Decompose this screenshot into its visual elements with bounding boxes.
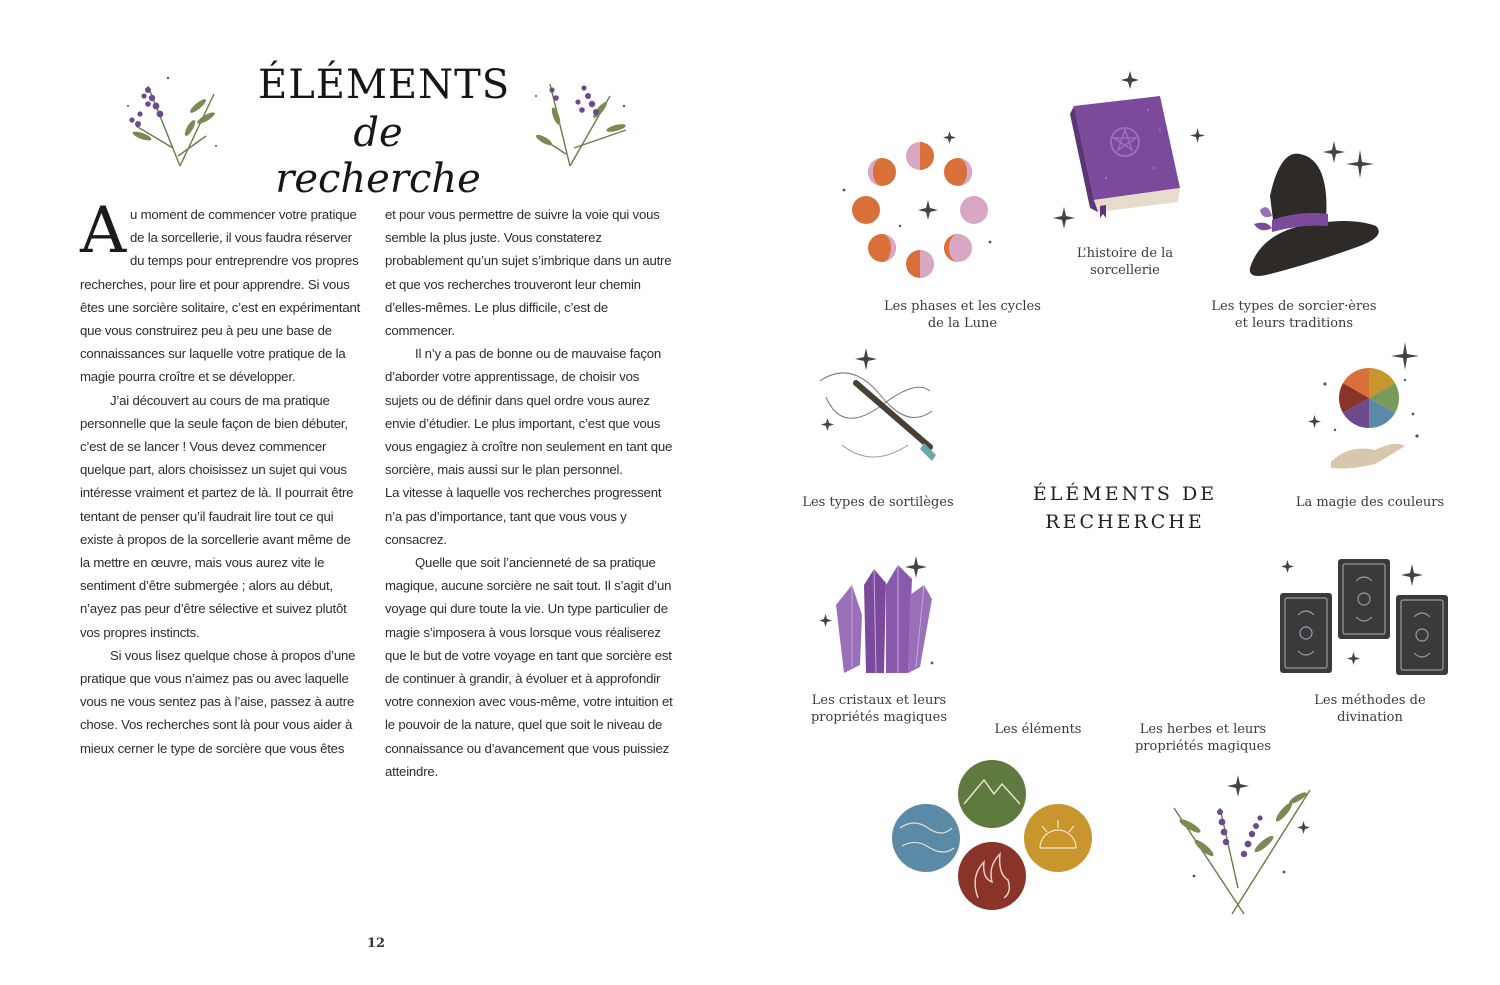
moon-phases-icon bbox=[840, 130, 1000, 290]
text-column-1 bbox=[80, 194, 362, 760]
column2-paragraph3: La vitesse à laquelle vos recherches progressent n’a pas d’importance, tant que vous vous y consacrez. bbox=[385, 485, 662, 547]
caption-crystals-line2: propriétés magiques bbox=[810, 710, 948, 725]
caption-colors-line1: La magie des couleurs bbox=[1295, 495, 1445, 510]
caption-crystals bbox=[800, 692, 958, 726]
caption-herbs bbox=[1128, 721, 1278, 755]
caption-book-line2: sorcellerie bbox=[1090, 263, 1160, 278]
color-wheel-icon bbox=[1305, 340, 1445, 480]
caption-spells-line1: Les types de sortilèges bbox=[802, 495, 954, 510]
crystals-icon bbox=[820, 555, 950, 685]
lavender-sprig-right-icon bbox=[530, 66, 634, 170]
lavender-sprig-left-icon bbox=[118, 66, 222, 170]
column2-paragraph1: et pour vous permettre de suivre la voie qui vous semble la plus juste. Vous constaterez probablement qu’un sujet s’imbrique dans un autre et que vos recherches trouveront leur chemin d’elles-mêmes. Le plus difficile, c’est de commencer. bbox=[385, 207, 672, 339]
caption-elements-line1: Les éléments bbox=[994, 722, 1082, 737]
caption-hat-line1: Les types de sorcier·ères bbox=[1211, 299, 1377, 314]
herbs-icon bbox=[1160, 768, 1320, 918]
caption-divination-line1: Les méthodes de divination bbox=[1314, 693, 1426, 725]
right-page bbox=[750, 0, 1500, 985]
page-title-line1: ÉLÉMENTS bbox=[258, 62, 511, 108]
book-icon bbox=[1050, 70, 1210, 240]
column2-paragraph4: Quelle que soit l’ancienneté de sa pratique magique, aucune sorcière ne sait tout. Il s’agit d’un voyage qui dure toute la vie. Un type particulier de magie s’imposera à vous lorsque vous réaliserez que le but de votre voyage en tant que sorcière est de continuer à grandir, à évoluer et à approfondir votre connexion avec vous-même, votre intuition et le pouvoir de la nature, quel que soit le niveau de connaissance ou d’avancement que vous puissiez atteindre. bbox=[385, 555, 673, 779]
text-column-2 bbox=[385, 203, 675, 783]
caption-book-line1: L’histoire de la bbox=[1076, 246, 1174, 261]
caption-spells bbox=[798, 494, 958, 511]
drop-cap: A bbox=[80, 194, 127, 268]
page-title-line2: de recherche bbox=[275, 110, 481, 202]
caption-crystals-line1: Les cristaux et leurs bbox=[811, 693, 947, 708]
caption-hat bbox=[1205, 298, 1383, 332]
caption-colors bbox=[1290, 494, 1450, 511]
caption-moon-line1: Les phases et les cycles bbox=[884, 299, 1041, 314]
witch-hat-icon bbox=[1240, 140, 1400, 290]
elements-icon bbox=[890, 758, 1100, 913]
center-title-line1: ÉLÉMENTS DE bbox=[1032, 483, 1218, 505]
column1-paragraph1: u moment de commencer votre pratique de la sorcellerie, il vous faudra réserver du temps pour entreprendre vos propres recherches, pour lire et pour apprendre. Si vous êtes une sorcière solitaire, c’est en expérimentant que vous construirez peu à peu une base de connaissances sur laquelle votre pratique de la magie pourra croître et se développer. bbox=[80, 207, 361, 385]
column1-paragraph2: J’ai découvert au cours de ma pratique personnelle que la seule façon de bien débuter, c’est de se lancer ! Vous devez commencer quelque part, alors choisissez un sujet qui vous intéresse vraiment et partez de là. Il pourrait être tentant de penser qu’il faudrait lire tout ce qui existe à propos de la sorcellerie avant même de la mettre en œuvre, mais vous aurez vite le sentiment d’être submergée ; alors au début, n’ayez pas peur d’être sélective et suivez plutôt vos propres instincts. bbox=[80, 392, 354, 640]
caption-moon-line2: de la Lune bbox=[927, 316, 998, 331]
center-title bbox=[1015, 480, 1235, 536]
tarot-cards-icon bbox=[1270, 555, 1470, 685]
page-number: 12 bbox=[367, 936, 386, 951]
column1-paragraph3: Si vous lisez quelque chose à propos d’une pratique que vous n’aimez pas ou avec laquelle vous ne vous sentez pas à l’aise, passez à autre chose. Vos recherches sont là pour vous aider à mieux cerner le type de sorcière que vous êtes bbox=[80, 647, 356, 756]
caption-elements bbox=[978, 721, 1098, 738]
caption-moon bbox=[865, 298, 1060, 332]
caption-herbs-line1: Les herbes et leurs bbox=[1139, 722, 1267, 737]
magic-wand-icon bbox=[812, 345, 952, 475]
caption-divination bbox=[1280, 692, 1460, 726]
column2-paragraph2: Il n’y a pas de bonne ou de mauvaise façon d’aborder votre apprentissage, de choisir vos sujets ou de définir dans quel ordre vous aurez envie d’étudier. Le plus important, c’est que vous vous engagiez à croître non seulement en tant que sorcière, mais aussi sur le plan personnel. bbox=[385, 346, 673, 478]
caption-book bbox=[1050, 245, 1200, 279]
caption-hat-line2: et leurs traditions bbox=[1234, 316, 1354, 331]
caption-herbs-line2: propriétés magiques bbox=[1134, 739, 1272, 754]
center-title-line2: RECHERCHE bbox=[1045, 511, 1205, 533]
